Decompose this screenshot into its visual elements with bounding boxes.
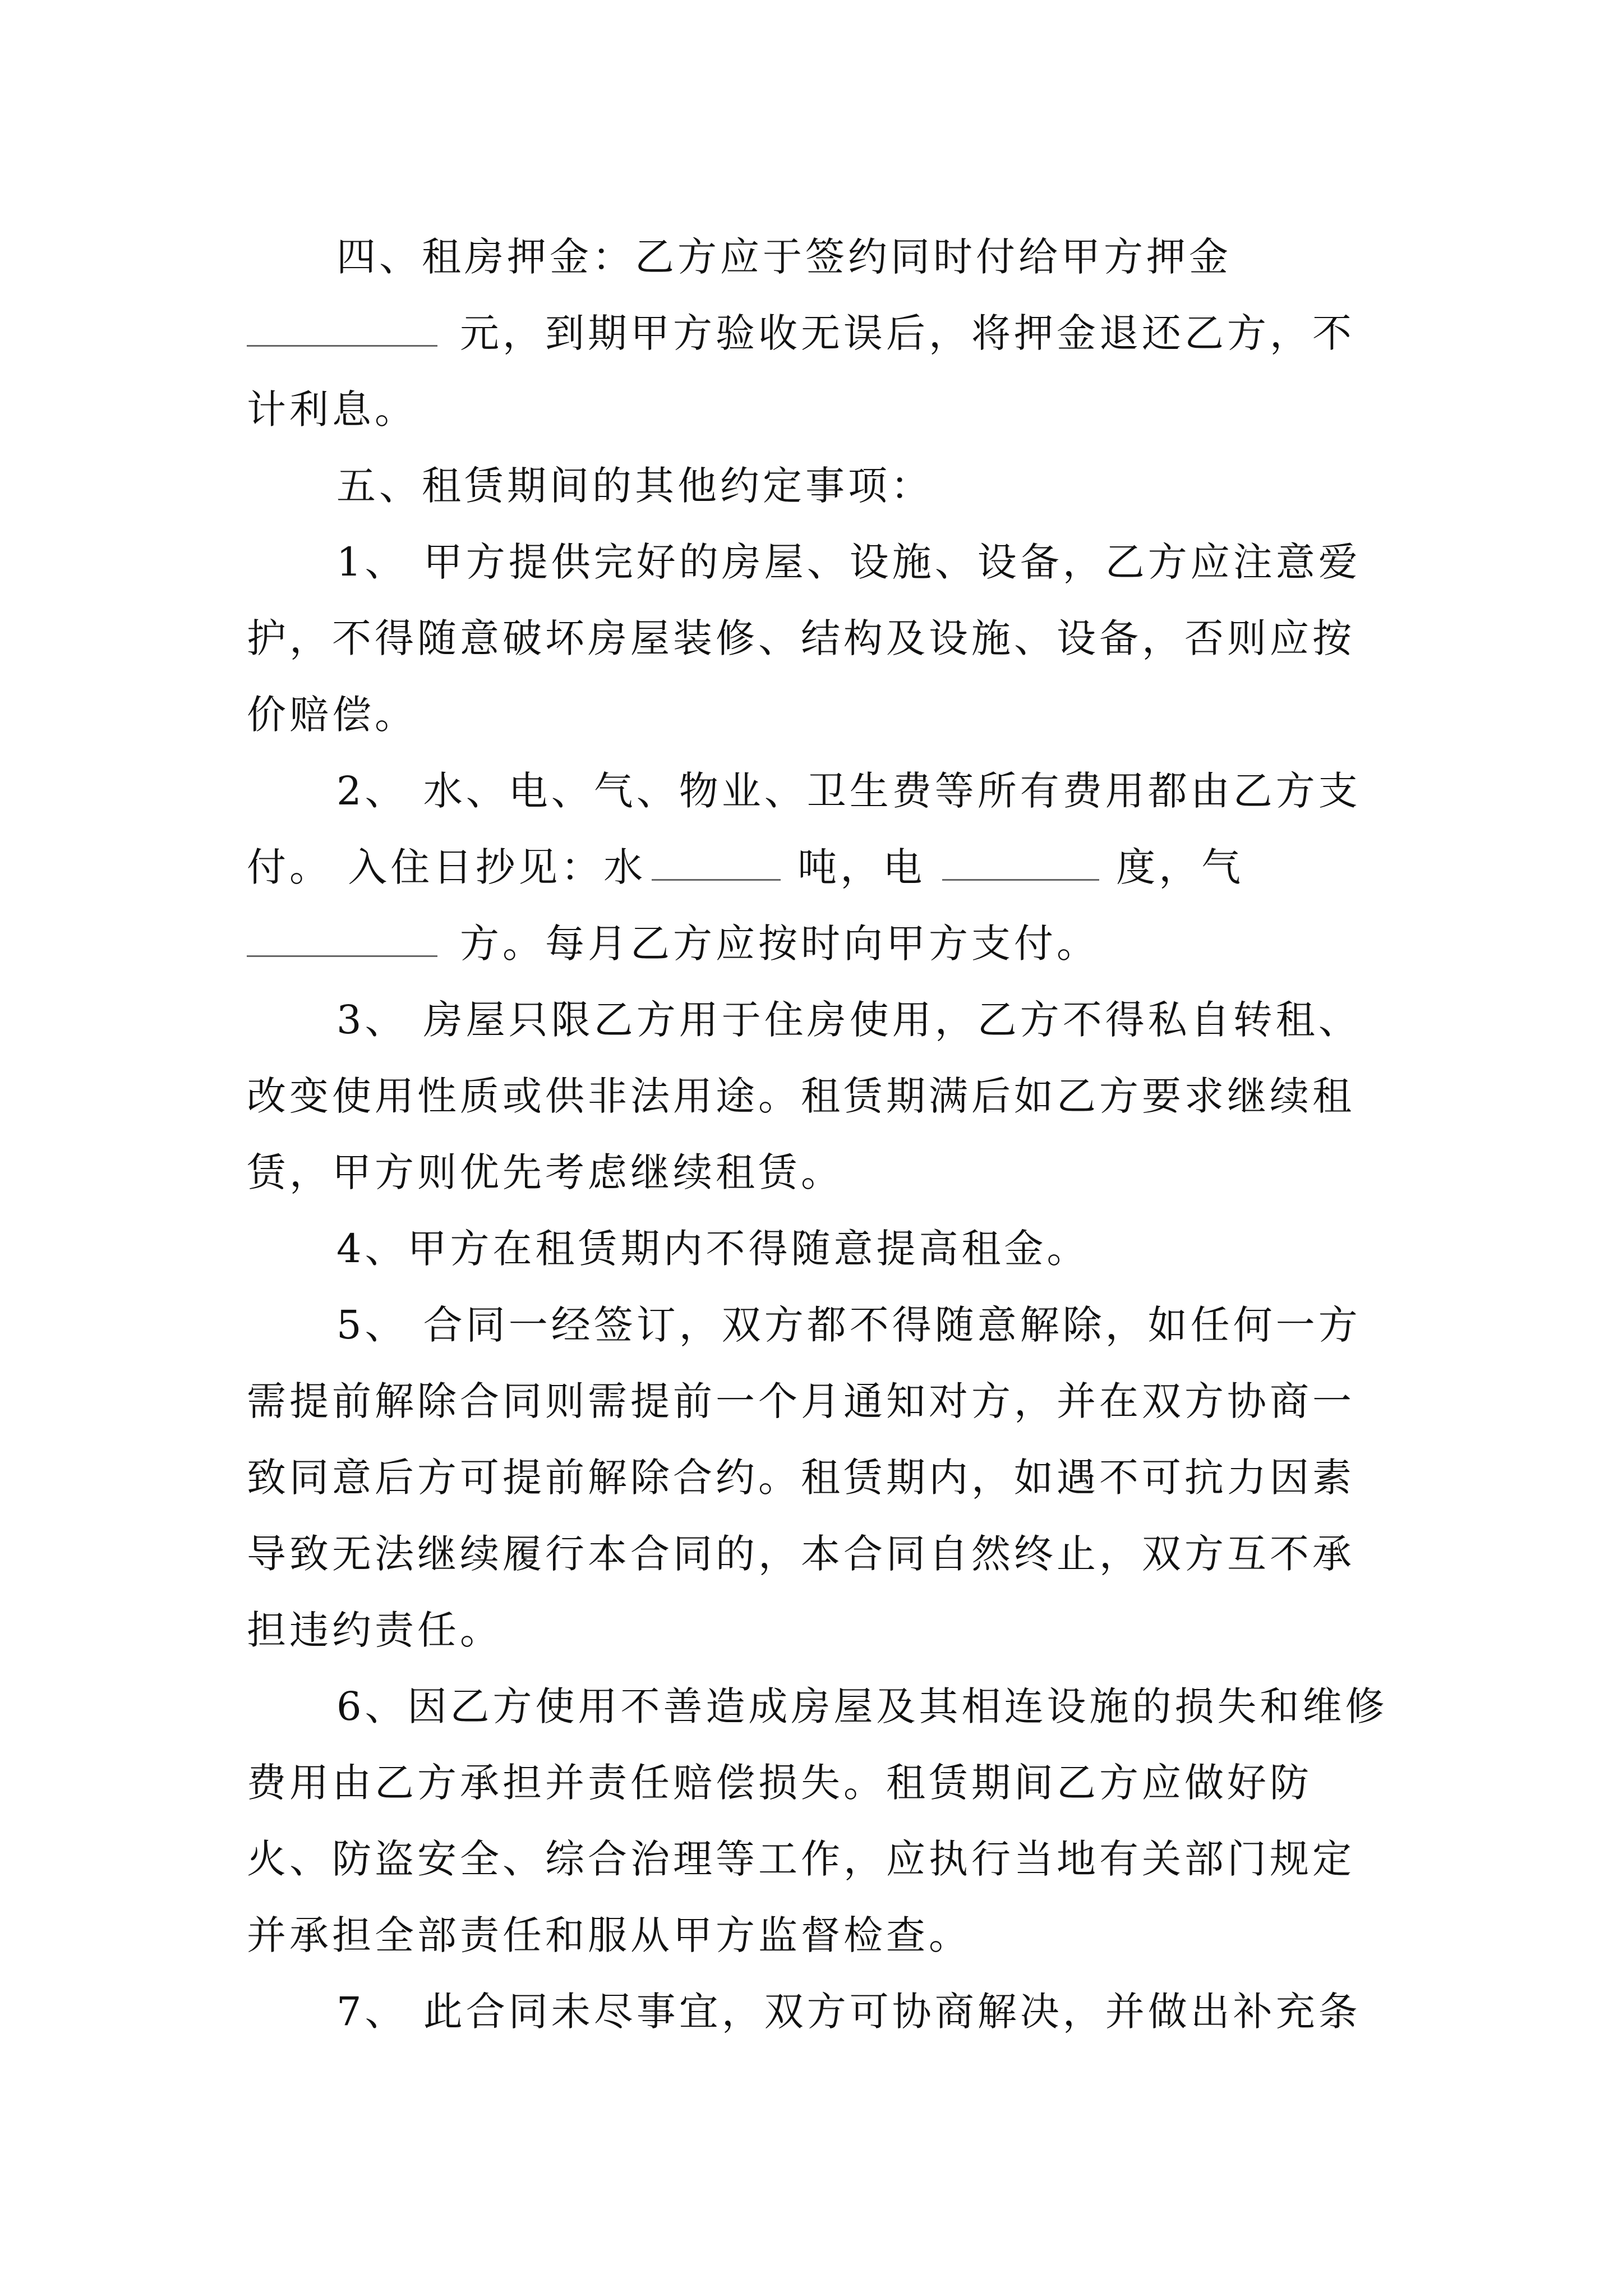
clause-5-heading: 五、租赁期间的其他约定事项：: [336, 463, 933, 509]
clause-5-item-6: 6、因乙方使用不善造成房屋及其相连设施的损失和维修费用由乙方承担并责任赔偿损失。租赁期间乙方应做好防火、防盗安全、综合治理等工作，应执行当地有关部门规定并承担全部责任和服从甲方监督检查。: [247, 1683, 1388, 1958]
clause-5-2-text-4: 方。每月乙方应按时向甲方支付。: [460, 921, 1099, 967]
clause-5-2-text-2: 吨，电: [797, 844, 926, 890]
clause-4-deposit: [247, 219, 1391, 448]
clause-5-item-2: [247, 753, 1391, 982]
clause-5-item-1: 1、 甲方提供完好的房屋、设施、设备，乙方应注意爱护，不得随意破坏房屋装修、结构及设施、设备，否则应按价赔偿。: [247, 539, 1361, 738]
clause-5-item-7: 7、 此合同未尽事宜，双方可协商解决，并做出补充条: [336, 1989, 1361, 2035]
clause-5-item-4: 4、甲方在租赁期内不得随意提高租金。: [336, 1226, 1090, 1272]
gas-reading-blank: [247, 922, 437, 957]
deposit-amount-blank: [247, 311, 437, 347]
clause-5-item-5: 5、 合同一经签订，双方都不得随意解除，如任何一方需提前解除合同则需提前一个月通知对方，并在双方协商一致同意后方可提前解除合约。租赁期内，如遇不可抗力因素导致无法继续履行本合同的，本合同自然终止，双方互不承担违约责任。: [247, 1302, 1361, 1653]
clause-5-2-text-1: 2、 水、电、气、物业、卫生费等所有费用都由乙方支付。 入住日抄见：水: [247, 768, 1361, 890]
clause-5-item-3: 3、 房屋只限乙方用于住房使用，乙方不得私自转租、改变使用性质或供非法用途。租赁期满后如乙方要求继续租赁，甲方则优先考虑继续租赁。: [247, 997, 1361, 1195]
clause-5-2-text-3: 度，气: [1116, 844, 1244, 890]
clause-4-text-after: 元，到期甲方验收无误后，将押金退还乙方，不计利息。: [247, 310, 1355, 432]
water-reading-blank: [652, 845, 781, 881]
electricity-reading-blank: [942, 845, 1099, 881]
clause-4-text-before: 四、租房押金：乙方应于签约同时付给甲方押金: [336, 234, 1232, 280]
